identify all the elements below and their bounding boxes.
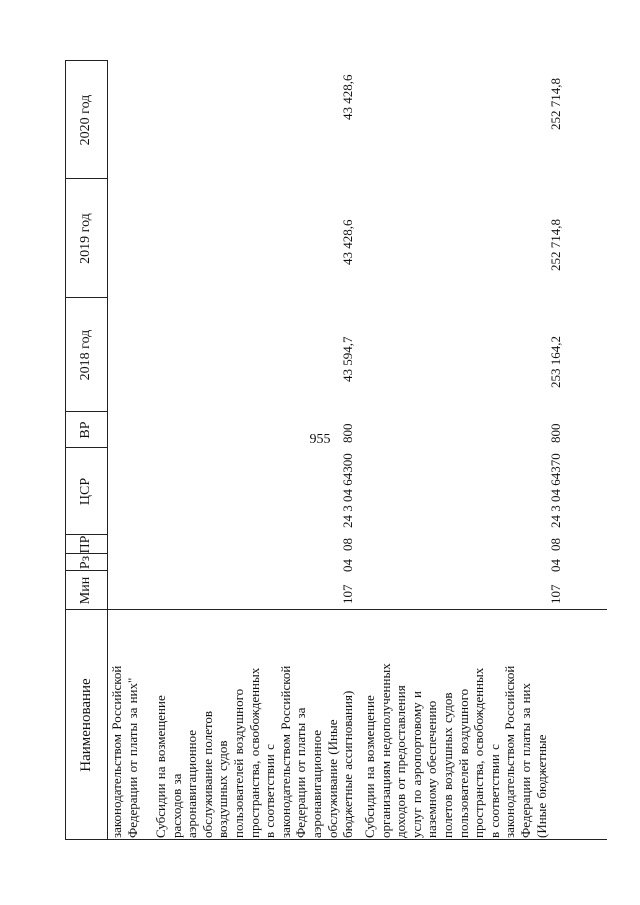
name-line: услуг по аэропортовому и <box>408 691 424 838</box>
row-1-vr: 800 <box>340 423 355 443</box>
row-2-2018: 253 164,2 <box>548 336 563 388</box>
name-line: аэронавигационное <box>184 729 200 838</box>
name-line: Субсидии на возмещение <box>362 695 377 838</box>
header-csr: ЦСР <box>78 477 93 506</box>
row-1-rz: 04 <box>340 559 355 572</box>
name-line: пользователей воздушного <box>455 688 471 838</box>
name-line: наземному обеспечению <box>424 700 440 838</box>
name-line: Федерации от платы за <box>293 707 309 838</box>
header-2020: 2020 год <box>78 94 93 146</box>
name-line: пользователей воздушного <box>230 688 246 838</box>
page-number: 955 <box>309 432 331 447</box>
name-column-border <box>65 609 607 610</box>
name-line: (Иные бюджетные <box>533 734 549 838</box>
row-2-2019: 252 714,8 <box>548 219 563 271</box>
name-line: Федерации от платы за них <box>517 682 533 838</box>
header-min: Мин <box>78 576 93 605</box>
row-1-2018: 43 594,7 <box>340 336 355 382</box>
name-line: аэронавигационное <box>308 729 324 838</box>
row-2-min: 107 <box>548 584 563 604</box>
header-pr: ПР <box>78 535 93 554</box>
row-2-vr: 800 <box>548 423 563 443</box>
row-1-2019: 43 428,6 <box>340 219 355 265</box>
table-left-border <box>65 839 607 840</box>
row-1-min: 107 <box>340 584 355 604</box>
row-1-pr: 08 <box>340 538 355 551</box>
name-line: бюджетные ассигнования) <box>340 690 356 838</box>
name-line: полетов воздушных судов <box>439 692 455 838</box>
header-2019: 2019 год <box>78 213 93 264</box>
budget-table-rotated <box>65 60 607 840</box>
name-line: обслуживание полетов <box>199 710 215 838</box>
name-line: пространства, освобожденных <box>471 667 487 838</box>
row-2-csr: 24 3 04 64370 <box>548 453 563 528</box>
row-1-name <box>153 612 356 838</box>
header-vr: ВР <box>78 421 93 439</box>
budget-table <box>65 60 607 840</box>
header-rz: Рз <box>78 555 93 570</box>
name-line: в соответствии с <box>486 744 502 838</box>
name-line: обслуживание (Иные <box>324 719 340 838</box>
row-2-2020: 252 714,8 <box>548 78 563 130</box>
continuation-text <box>109 612 140 838</box>
row-2-name <box>362 612 549 838</box>
name-line: законодательством Российской <box>502 665 518 838</box>
name-line: Федерации от платы за них" <box>124 677 140 838</box>
name-line: в соответствии с <box>262 744 278 838</box>
header-2018: 2018 год <box>78 329 93 381</box>
row-2-pr: 08 <box>548 538 563 551</box>
name-line: пространства, освобожденных <box>246 667 262 838</box>
row-2-rz: 04 <box>548 559 563 572</box>
row-1-csr: 24 3 04 64300 <box>340 453 355 528</box>
name-line: организациям недополученных <box>377 663 393 838</box>
name-line: воздушных судов <box>215 740 231 838</box>
name-line: законодательством Российской <box>277 665 293 838</box>
name-line: доходов от предоставления <box>393 685 409 838</box>
header-name: Наименование <box>77 678 94 772</box>
name-line: расходов за <box>168 773 184 838</box>
name-line: законодательством Российской <box>109 665 124 838</box>
row-1-2020: 43 428,6 <box>340 74 355 120</box>
name-line: Субсидии на возмещение <box>153 695 168 838</box>
header-bottom-border <box>107 60 108 840</box>
